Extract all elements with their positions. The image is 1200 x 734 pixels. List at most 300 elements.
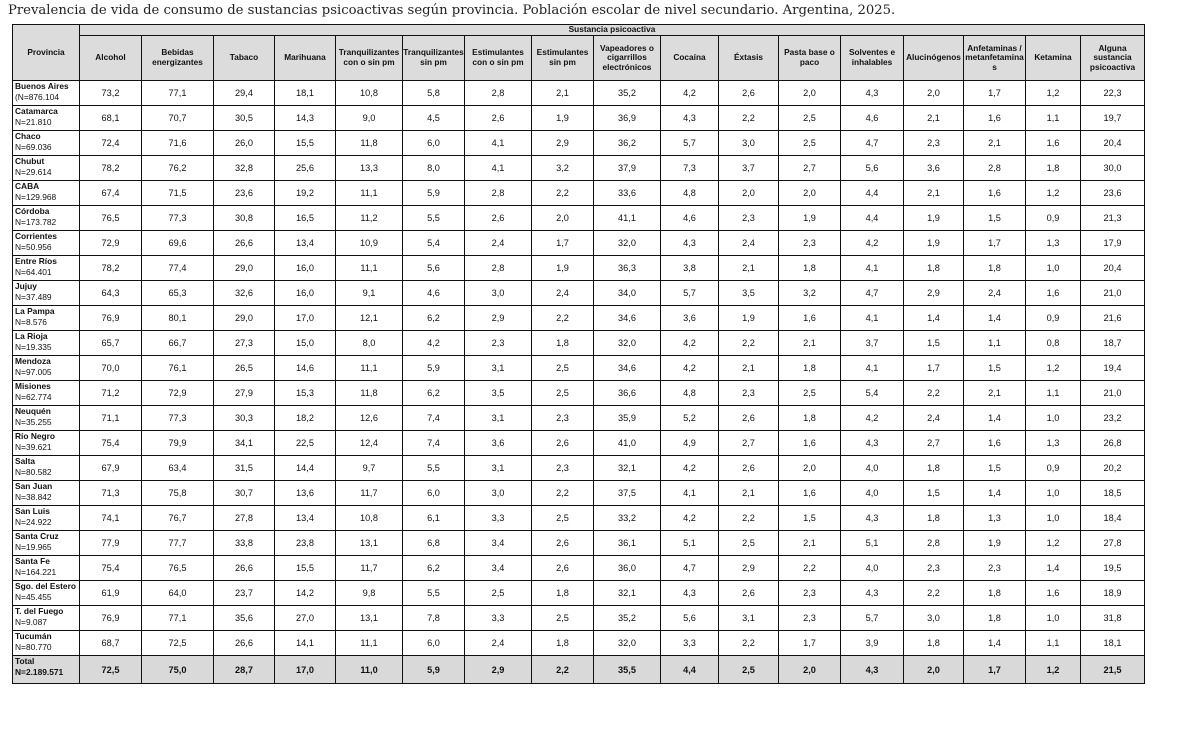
value-cell: 2,4 (719, 231, 779, 256)
sample-size: N=62.774 (15, 391, 52, 402)
value-cell: 1,6 (964, 106, 1026, 131)
value-cell: 27,8 (1081, 531, 1145, 556)
value-cell: 4,1 (465, 156, 532, 181)
value-cell: 2,0 (779, 81, 841, 106)
value-cell: 5,7 (661, 131, 719, 156)
value-cell: 2,1 (904, 181, 964, 206)
value-cell: 2,6 (719, 81, 779, 106)
value-cell: 21,6 (1081, 306, 1145, 331)
value-cell: 1,8 (1026, 156, 1081, 181)
value-cell: 5,2 (661, 406, 719, 431)
value-cell: 10,8 (336, 81, 403, 106)
value-cell: 3,0 (719, 131, 779, 156)
value-cell: 2,5 (465, 581, 532, 606)
value-cell: 5,9 (403, 356, 465, 381)
value-cell: 2,6 (719, 581, 779, 606)
value-cell: 2,4 (904, 406, 964, 431)
value-cell: 0,8 (1026, 331, 1081, 356)
column-header: Pasta base o paco (779, 36, 841, 81)
province-name: Catamarca (15, 106, 58, 116)
value-cell: 36,6 (594, 381, 661, 406)
value-cell: 77,9 (80, 531, 142, 556)
value-cell: 14,3 (275, 106, 336, 131)
column-header: Cocaína (661, 36, 719, 81)
value-cell: 1,8 (532, 631, 594, 656)
value-cell: 23,6 (1081, 181, 1145, 206)
value-cell: 5,7 (841, 606, 904, 631)
table-row (13, 556, 1145, 581)
value-cell: 1,6 (964, 431, 1026, 456)
value-cell: 3,1 (465, 406, 532, 431)
value-cell: 5,4 (841, 381, 904, 406)
value-cell: 1,8 (904, 506, 964, 531)
value-cell: 23,8 (275, 531, 336, 556)
value-cell: 9,0 (336, 106, 403, 131)
value-cell: 11,7 (336, 481, 403, 506)
value-cell: 1,9 (719, 306, 779, 331)
value-cell: 2,0 (904, 656, 964, 684)
province-cell (13, 506, 80, 531)
value-cell: 23,6 (214, 181, 275, 206)
value-cell: 63,4 (142, 456, 214, 481)
province-name: CABA (15, 181, 40, 191)
value-cell: 2,8 (904, 531, 964, 556)
value-cell: 72,9 (142, 381, 214, 406)
value-cell: 4,3 (841, 81, 904, 106)
value-cell: 2,6 (532, 556, 594, 581)
sample-size: N=19.335 (15, 341, 52, 352)
value-cell: 2,2 (904, 581, 964, 606)
province-name: T. del Fuego (15, 606, 64, 616)
value-cell: 1,9 (904, 231, 964, 256)
value-cell: 4,4 (841, 206, 904, 231)
value-cell: 74,1 (80, 506, 142, 531)
province-cell (13, 306, 80, 331)
value-cell: 72,5 (80, 656, 142, 684)
column-header: Estimulantes sin pm (532, 36, 594, 81)
value-cell: 77,4 (142, 256, 214, 281)
value-cell: 1,5 (904, 481, 964, 506)
value-cell: 1,8 (904, 256, 964, 281)
province-name: Total (15, 656, 35, 666)
value-cell: 4,8 (661, 181, 719, 206)
table-row (13, 456, 1145, 481)
sample-size: N=29.614 (15, 166, 52, 177)
value-cell: 75,4 (80, 556, 142, 581)
value-cell: 32,0 (594, 231, 661, 256)
value-cell: 4,3 (661, 581, 719, 606)
value-cell: 1,8 (964, 581, 1026, 606)
value-cell: 4,3 (661, 106, 719, 131)
province-name: Corrientes (15, 231, 57, 241)
value-cell: 2,2 (532, 306, 594, 331)
value-cell: 4,7 (841, 281, 904, 306)
value-cell: 69,6 (142, 231, 214, 256)
value-cell: 4,2 (661, 506, 719, 531)
value-cell: 3,3 (661, 631, 719, 656)
value-cell: 18,9 (1081, 581, 1145, 606)
sample-size: N=80.770 (15, 641, 52, 652)
value-cell: 29,0 (214, 306, 275, 331)
value-cell: 37,9 (594, 156, 661, 181)
value-cell: 5,1 (661, 531, 719, 556)
value-cell: 8,0 (336, 331, 403, 356)
value-cell: 1,6 (779, 431, 841, 456)
value-cell: 64,3 (80, 281, 142, 306)
value-cell: 11,1 (336, 256, 403, 281)
province-column-header: Provincia (13, 25, 80, 81)
value-cell: 15,5 (275, 556, 336, 581)
value-cell: 4,1 (841, 256, 904, 281)
value-cell: 6,2 (403, 381, 465, 406)
value-cell: 3,0 (465, 281, 532, 306)
value-cell: 26,0 (214, 131, 275, 156)
value-cell: 70,0 (80, 356, 142, 381)
value-cell: 18,1 (275, 81, 336, 106)
value-cell: 2,5 (719, 656, 779, 684)
value-cell: 1,8 (964, 606, 1026, 631)
value-cell: 4,8 (661, 381, 719, 406)
value-cell: 1,5 (964, 456, 1026, 481)
table-row (13, 256, 1145, 281)
value-cell: 71,5 (142, 181, 214, 206)
value-cell: 3,4 (465, 531, 532, 556)
value-cell: 5,5 (403, 581, 465, 606)
value-cell: 11,2 (336, 206, 403, 231)
value-cell: 11,0 (336, 656, 403, 684)
value-cell: 3,0 (465, 481, 532, 506)
value-cell: 1,8 (904, 631, 964, 656)
value-cell: 34,6 (594, 356, 661, 381)
value-cell: 4,6 (661, 206, 719, 231)
value-cell: 1,0 (1026, 481, 1081, 506)
value-cell: 2,0 (719, 181, 779, 206)
value-cell: 4,2 (661, 81, 719, 106)
value-cell: 71,1 (80, 406, 142, 431)
value-cell: 4,0 (841, 456, 904, 481)
value-cell: 3,7 (719, 156, 779, 181)
value-cell: 20,4 (1081, 256, 1145, 281)
value-cell: 12,4 (336, 431, 403, 456)
value-cell: 13,1 (336, 606, 403, 631)
value-cell: 1,8 (532, 581, 594, 606)
value-cell: 2,3 (904, 131, 964, 156)
value-cell: 1,4 (964, 406, 1026, 431)
value-cell: 1,5 (964, 206, 1026, 231)
value-cell: 19,4 (1081, 356, 1145, 381)
value-cell: 27,0 (275, 606, 336, 631)
value-cell: 3,4 (465, 556, 532, 581)
value-cell: 14,1 (275, 631, 336, 656)
value-cell: 16,5 (275, 206, 336, 231)
value-cell: 13,3 (336, 156, 403, 181)
sample-size: N=21.810 (15, 116, 52, 127)
value-cell: 2,9 (904, 281, 964, 306)
sample-size: N=50.956 (15, 241, 52, 252)
value-cell: 1,7 (964, 656, 1026, 684)
value-cell: 76,5 (142, 556, 214, 581)
value-cell: 2,5 (532, 356, 594, 381)
value-cell: 30,3 (214, 406, 275, 431)
sample-size: N=45.455 (15, 591, 52, 602)
value-cell: 18,1 (1081, 631, 1145, 656)
value-cell: 4,2 (841, 231, 904, 256)
sample-size: N=69.036 (15, 141, 52, 152)
column-header: Alcohol (80, 36, 142, 81)
value-cell: 77,3 (142, 406, 214, 431)
value-cell: 32,1 (594, 581, 661, 606)
column-header: Tabaco (214, 36, 275, 81)
table-row (13, 281, 1145, 306)
value-cell: 2,6 (532, 431, 594, 456)
value-cell: 17,0 (275, 306, 336, 331)
value-cell: 29,0 (214, 256, 275, 281)
value-cell: 12,1 (336, 306, 403, 331)
value-cell: 6,0 (403, 631, 465, 656)
value-cell: 14,6 (275, 356, 336, 381)
column-header: Éxtasis (719, 36, 779, 81)
value-cell: 30,0 (1081, 156, 1145, 181)
value-cell: 4,2 (841, 406, 904, 431)
value-cell: 21,5 (1081, 656, 1145, 684)
value-cell: 2,2 (532, 481, 594, 506)
value-cell: 11,1 (336, 356, 403, 381)
sample-size: N=39.621 (15, 441, 52, 452)
value-cell: 26,8 (1081, 431, 1145, 456)
value-cell: 1,7 (904, 356, 964, 381)
province-cell (13, 406, 80, 431)
value-cell: 1,3 (1026, 431, 1081, 456)
value-cell: 1,8 (904, 456, 964, 481)
value-cell: 9,1 (336, 281, 403, 306)
value-cell: 1,3 (1026, 231, 1081, 256)
value-cell: 80,1 (142, 306, 214, 331)
value-cell: 3,8 (661, 256, 719, 281)
value-cell: 5,5 (403, 456, 465, 481)
value-cell: 4,1 (661, 481, 719, 506)
value-cell: 2,3 (719, 381, 779, 406)
value-cell: 19,7 (1081, 106, 1145, 131)
value-cell: 34,0 (594, 281, 661, 306)
province-name: Mendoza (15, 356, 51, 366)
value-cell: 15,0 (275, 331, 336, 356)
value-cell: 68,7 (80, 631, 142, 656)
value-cell: 22,3 (1081, 81, 1145, 106)
value-cell: 21,3 (1081, 206, 1145, 231)
value-cell: 9,8 (336, 581, 403, 606)
value-cell: 17,0 (275, 656, 336, 684)
value-cell: 76,7 (142, 506, 214, 531)
province-cell (13, 131, 80, 156)
value-cell: 2,5 (532, 506, 594, 531)
value-cell: 2,4 (964, 281, 1026, 306)
table-row (13, 381, 1145, 406)
value-cell: 1,8 (779, 406, 841, 431)
value-cell: 77,1 (142, 81, 214, 106)
sample-size: N=129.968 (15, 191, 57, 202)
value-cell: 11,8 (336, 131, 403, 156)
value-cell: 1,9 (532, 256, 594, 281)
value-cell: 32,0 (594, 631, 661, 656)
value-cell: 1,6 (779, 306, 841, 331)
value-cell: 6,2 (403, 556, 465, 581)
value-cell: 7,4 (403, 431, 465, 456)
value-cell: 1,8 (532, 331, 594, 356)
value-cell: 2,3 (964, 556, 1026, 581)
value-cell: 2,6 (532, 531, 594, 556)
province-name: Santa Cruz (15, 531, 59, 541)
value-cell: 2,3 (532, 406, 594, 431)
value-cell: 72,5 (142, 631, 214, 656)
sample-size: N=19.965 (15, 541, 52, 552)
value-cell: 65,3 (142, 281, 214, 306)
value-cell: 2,6 (719, 406, 779, 431)
value-cell: 1,7 (532, 231, 594, 256)
value-cell: 23,2 (1081, 406, 1145, 431)
value-cell: 67,9 (80, 456, 142, 481)
value-cell: 41,1 (594, 206, 661, 231)
value-cell: 75,4 (80, 431, 142, 456)
column-header: Ketamina (1026, 36, 1081, 81)
table-row (13, 231, 1145, 256)
value-cell: 7,4 (403, 406, 465, 431)
value-cell: 77,3 (142, 206, 214, 231)
value-cell: 26,5 (214, 356, 275, 381)
value-cell: 1,9 (904, 206, 964, 231)
sample-size: N=64.401 (15, 266, 52, 277)
province-cell (13, 106, 80, 131)
value-cell: 13,1 (336, 531, 403, 556)
value-cell: 31,8 (1081, 606, 1145, 631)
province-name: La Pampa (15, 306, 55, 316)
sample-size: N=37.489 (15, 291, 52, 302)
value-cell: 70,7 (142, 106, 214, 131)
value-cell: 4,4 (841, 181, 904, 206)
value-cell: 8,0 (403, 156, 465, 181)
value-cell: 2,1 (779, 331, 841, 356)
province-cell (13, 181, 80, 206)
value-cell: 75,0 (142, 656, 214, 684)
value-cell: 32,6 (214, 281, 275, 306)
value-cell: 2,6 (719, 456, 779, 481)
value-cell: 34,1 (214, 431, 275, 456)
value-cell: 30,5 (214, 106, 275, 131)
column-header: Tranquilizantes con o sin pm (336, 36, 403, 81)
province-name: Misiones (15, 381, 51, 391)
column-header: Tranquilizantes sin pm (403, 36, 465, 81)
province-cell (13, 556, 80, 581)
value-cell: 1,4 (964, 306, 1026, 331)
value-cell: 4,3 (841, 581, 904, 606)
sample-size: N=38.842 (15, 491, 52, 502)
table-row (13, 131, 1145, 156)
province-name: Salta (15, 456, 36, 466)
province-name: Chaco (15, 131, 41, 141)
value-cell: 6,0 (403, 131, 465, 156)
column-header: Bebidas energizantes (142, 36, 214, 81)
value-cell: 77,7 (142, 531, 214, 556)
value-cell: 2,5 (779, 381, 841, 406)
value-cell: 2,6 (465, 106, 532, 131)
total-row (13, 656, 1145, 684)
value-cell: 1,6 (964, 181, 1026, 206)
value-cell: 33,6 (594, 181, 661, 206)
value-cell: 2,1 (532, 81, 594, 106)
value-cell: 4,6 (403, 281, 465, 306)
value-cell: 11,1 (336, 181, 403, 206)
value-cell: 21,0 (1081, 281, 1145, 306)
value-cell: 30,7 (214, 481, 275, 506)
table-row (13, 356, 1145, 381)
value-cell: 2,1 (779, 531, 841, 556)
sample-size: N=8.576 (15, 316, 47, 327)
value-cell: 5,1 (841, 531, 904, 556)
value-cell: 2,1 (719, 481, 779, 506)
table-row (13, 431, 1145, 456)
value-cell: 35,2 (594, 81, 661, 106)
value-cell: 0,9 (1026, 456, 1081, 481)
value-cell: 5,6 (661, 606, 719, 631)
value-cell: 2,8 (465, 256, 532, 281)
value-cell: 3,5 (465, 381, 532, 406)
value-cell: 4,7 (661, 556, 719, 581)
value-cell: 2,4 (465, 631, 532, 656)
value-cell: 1,9 (532, 106, 594, 131)
value-cell: 1,4 (964, 631, 1026, 656)
value-cell: 1,4 (904, 306, 964, 331)
value-cell: 19,2 (275, 181, 336, 206)
value-cell: 2,2 (719, 106, 779, 131)
province-name: Santa Fe (15, 556, 50, 566)
value-cell: 2,5 (719, 531, 779, 556)
value-cell: 2,2 (532, 656, 594, 684)
value-cell: 66,7 (142, 331, 214, 356)
value-cell: 4,5 (403, 106, 465, 131)
value-cell: 18,5 (1081, 481, 1145, 506)
value-cell: 36,1 (594, 531, 661, 556)
value-cell: 1,2 (1026, 656, 1081, 684)
province-name: Río Negro (15, 431, 56, 441)
value-cell: 5,9 (403, 181, 465, 206)
value-cell: 3,0 (904, 606, 964, 631)
value-cell: 0,9 (1026, 306, 1081, 331)
value-cell: 75,8 (142, 481, 214, 506)
value-cell: 36,3 (594, 256, 661, 281)
value-cell: 28,7 (214, 656, 275, 684)
value-cell: 2,0 (779, 181, 841, 206)
value-cell: 2,1 (719, 356, 779, 381)
value-cell: 20,4 (1081, 131, 1145, 156)
value-cell: 32,8 (214, 156, 275, 181)
value-cell: 22,5 (275, 431, 336, 456)
value-cell: 21,0 (1081, 381, 1145, 406)
value-cell: 4,0 (841, 556, 904, 581)
value-cell: 1,7 (964, 231, 1026, 256)
value-cell: 71,2 (80, 381, 142, 406)
value-cell: 18,4 (1081, 506, 1145, 531)
value-cell: 64,0 (142, 581, 214, 606)
value-cell: 6,2 (403, 306, 465, 331)
value-cell: 29,4 (214, 81, 275, 106)
value-cell: 76,9 (80, 306, 142, 331)
value-cell: 10,8 (336, 506, 403, 531)
province-cell (13, 231, 80, 256)
value-cell: 2,8 (465, 81, 532, 106)
value-cell: 11,1 (336, 631, 403, 656)
value-cell: 2,7 (779, 156, 841, 181)
value-cell: 78,2 (80, 256, 142, 281)
column-header: Solventes e inhalables (841, 36, 904, 81)
